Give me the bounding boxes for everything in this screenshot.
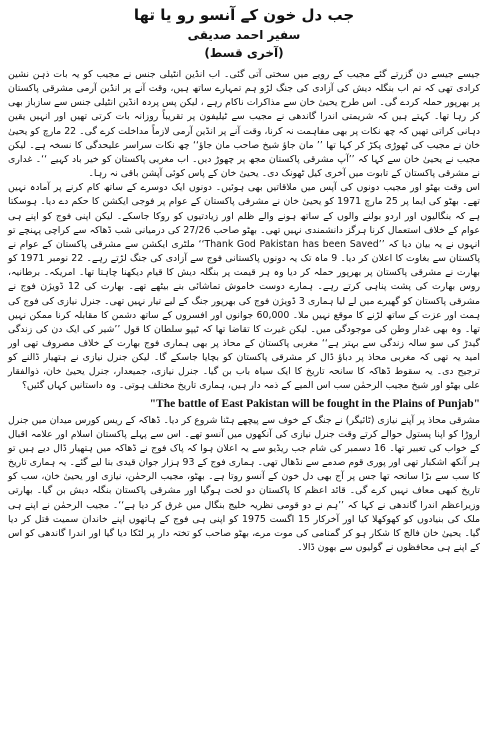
paragraph-3: مشرقی محاذ پر آپنے نیازی (ٹائیگر) نے جنگ کے خوف سے پیچھے ہٹنا شروع کر دیا۔ ڈھاکہ کے ریس کورس میدان میں جنرل اروڑا کو اپنا پستول حوالے کرتے وقت جنرل نیازی کی آنکھوں میں آنسو تھے۔ اس سے پہلے پاکستان اسلام اور علامہ اقبال کے خواب کی تعبیر تھا۔ 16 دسمبر کی شام جب ریڈیو سے یہ اعلان ہوا کہ پاک فوج نے ڈھاکہ میں ہتھیار ڈال دیے ہیں تو ہر آنکھ اشکبار تھی اور پوری قوم صدمے سے نڈھال تھی۔ ہماری فوج کے 93 ہزار جوان قیدی بنا لیے گئے۔ یہ ہماری تاریخ کا سب سے بڑا سانحہ تھا جس پر آج بھی دل خون کے آنسو روتا ہے۔ بھٹو، مجیب الرحمٰن، نیازی اور یحییٰ خان، سب کو تاریخ کبھی معاف نہیں کرے گی۔ قائد اعظم کا پاکستان دو لخت ہوگیا اور مشرقی پاکستان بنگلہ دیش بن گیا۔ بھارتی وزیراعظم اندرا گاندھی نے کہا کہ ’’ہم نے دو قومی نظریہ خلیج بنگال میں غرق کر دیا ہے‘‘۔ مجیب الرحمٰن نے اپنے ہی ملک کی بنیادوں کو کھوکھلا کیا اور آخرکار 15 اگست 1975 کو اپنی ہی فوج کے ہاتھوں اپنے خاندان سمیت قتل کر دیا گیا۔ یحییٰ خان فالج کا شکار ہو کر گمنامی کی موت مرے، بھٹو صاحب کو تختہ دار پر لٹکا دیا گیا اور اندرا گاندھی کو اس کے اپنے ہی محافظوں نے گولیوں سے بھون ڈالا۔ [8, 414, 480, 553]
author-byline: سفیر احمد صدیقی [187, 28, 301, 42]
paragraph-1: جیسے جیسے دن گزرتے گئے مجیب کے رویے میں سختی آتی گئی۔ اب انڈین انٹیلی جنس نے مجیب کو یہ بات ذہن نشین کرادی تھی کہ تم اب بنگلہ دیش کی آزادی کی جنگ لڑو ہم تمہارے ساتھ ہیں، وقت آنے پر انڈین آرمی مشرقی پاکستان پر بھرپور حملہ کردے گی۔ اس طرح یحییٰ خان سے مذاکرات ناکام رہے ، لیکن پس پردہ انڈین انٹیلی جنس سے سازباز بھی کر رہا تھا۔ کہتے ہیں کہ شریمتی اندرا گاندھی نے مجیب سے ٹیلیفون پر تقریباً روزانہ بات کرتی تھیں اور انہیں یقین دہانی کراتی تھیں کہ چھ نکات پر بھی مفاہمت نہ کرنا، وقت آنے پر انڈین آرمی لازماً مداخلت کرے گی۔ 22 مارچ کو یحییٰ خان نے مجیب کی ٹھوڑی پکڑ کر کہا تھا ’’ مان جاؤ شیخ صاحب مان جاؤ‘‘ چھ نکات سراسر علیحدگی کا نسخہ ہے۔ لیکن مجیب نے یحییٰ خان سے کہا کہ ’’آپ مشرقی پاکستان مجھ پر چھوڑ دیں۔ اب مغربی پاکستان کو خیر باد کہیے ‘‘۔ غداری نے مشرقی پاکستان کے تابوت میں آخری کیل ٹھونک دی۔ یحییٰ خان کے پاس کوئی آپشن باقی نہ رہا۔ [8, 69, 480, 180]
paragraph-2: اس وقت بھٹو اور مجیب دونوں کی آپس میں ملاقاتیں بھی ہوئیں۔ دونوں ایک دوسرے کے ساتھ کام کرنے پر آمادہ نہیں تھے۔ بھٹو کی ایما پر 25 مارچ 1971 کو یحییٰ خان نے مشرقی پاکستان کے عوام پر فوجی ایکشن کا حکم دے دیا۔ ہوسکتا ہے کہ بنگالیوں اور اردو بولنے والوں کے ساتھ ہونے والے ظلم اور زیادتیوں کو روکا جاسکے۔ لیکن اپنی فوج کو اپنے ہی عوام کے خلاف استعمال کرنا ہرگز دانشمندی نہیں تھی۔ بھٹو صاحب 27/26 کی درمیانی شب ڈھاکہ سے کراچی پہنچے تو انہوں نے یہ بیان دیا کہ ’’Thank God Pakistan has been Saved‘‘ ملٹری ایکشن سے مشرقی پاکستان کے عوام نے پاکستان سے بغاوت کا اعلان کر دیا۔ 9 ماہ تک یہ دونوں پاکستانی فوج سے آزادی کی جنگ لڑتے رہے۔ 22 نومبر 1971 کو بھارت نے مشرقی پاکستان پر بھرپور حملہ کر دیا وہ ہر قیمت پر بنگلہ دیش کا قیام دیکھنا چاہتا تھا۔ امریکہ۔ برطانیہ، روس بھارت کی پشت پناہی کرتے رہے۔ ہمارے دوست خاموش تماشائی بنے بیٹھے تھے۔ بھارت کی 12 ڈویژن فوج نے مشرقی پاکستان کو گھیرے میں لے لیا ہماری 3 ڈویژن فوج کی بھرپور جنگ کے لیے تیار نہیں تھی۔ جنرل نیازی کی فوج کی ہمت اور عزت کے ساتھ لڑنے کا موقع نہیں ملا۔ 60,000 جوانوں اور افسروں کے ساتھ دشمن کا مقابلہ کرنا ممکن نہیں تھا۔ وہ بھی غدار وطن کی موجودگی میں۔ لیکن غیرت کا تقاضا تھا کہ ٹیپو سلطان کا قول ’’شیر کی ایک دن کی زندگی گیدڑ کی سو سالہ زندگی سے بہتر ہے‘‘ مغربی پاکستان کے محاذ پر بھی ہماری فوج بھارت کے خلاف مصروف تھی اور امید یہ تھی کہ مغربی محاذ پر دباؤ ڈال کر مشرقی پاکستان کو بچایا جاسکے گا۔ لیکن جنرل نیازی نے ہتھیار ڈالنے کو ترجیح دی۔ یہ سقوط ڈھاکہ کا سانحہ تاریخ کا ایک سیاہ باب بن گیا۔ جنرل نیازی، جمیعدار، جنرل یحییٰ خان، ذوالفقار علی بھٹو اور شیخ مجیب الرحمٰن سب اس المیے کے ذمہ دار ہیں، ہماری تاریخ مختلف ہوتی۔ وہ داستانیں کہاں گئیں؟ [8, 182, 480, 392]
article-body-continued [8, 414, 480, 556]
article-body [8, 68, 480, 394]
quote-subheading: "The battle of East Pakistan will be fought in the Plains of Punjab" [149, 397, 480, 410]
part-label: (آخری قسط) [204, 46, 284, 60]
article-title: جب دل خون کے آنسو رو یا تھا [133, 6, 355, 24]
